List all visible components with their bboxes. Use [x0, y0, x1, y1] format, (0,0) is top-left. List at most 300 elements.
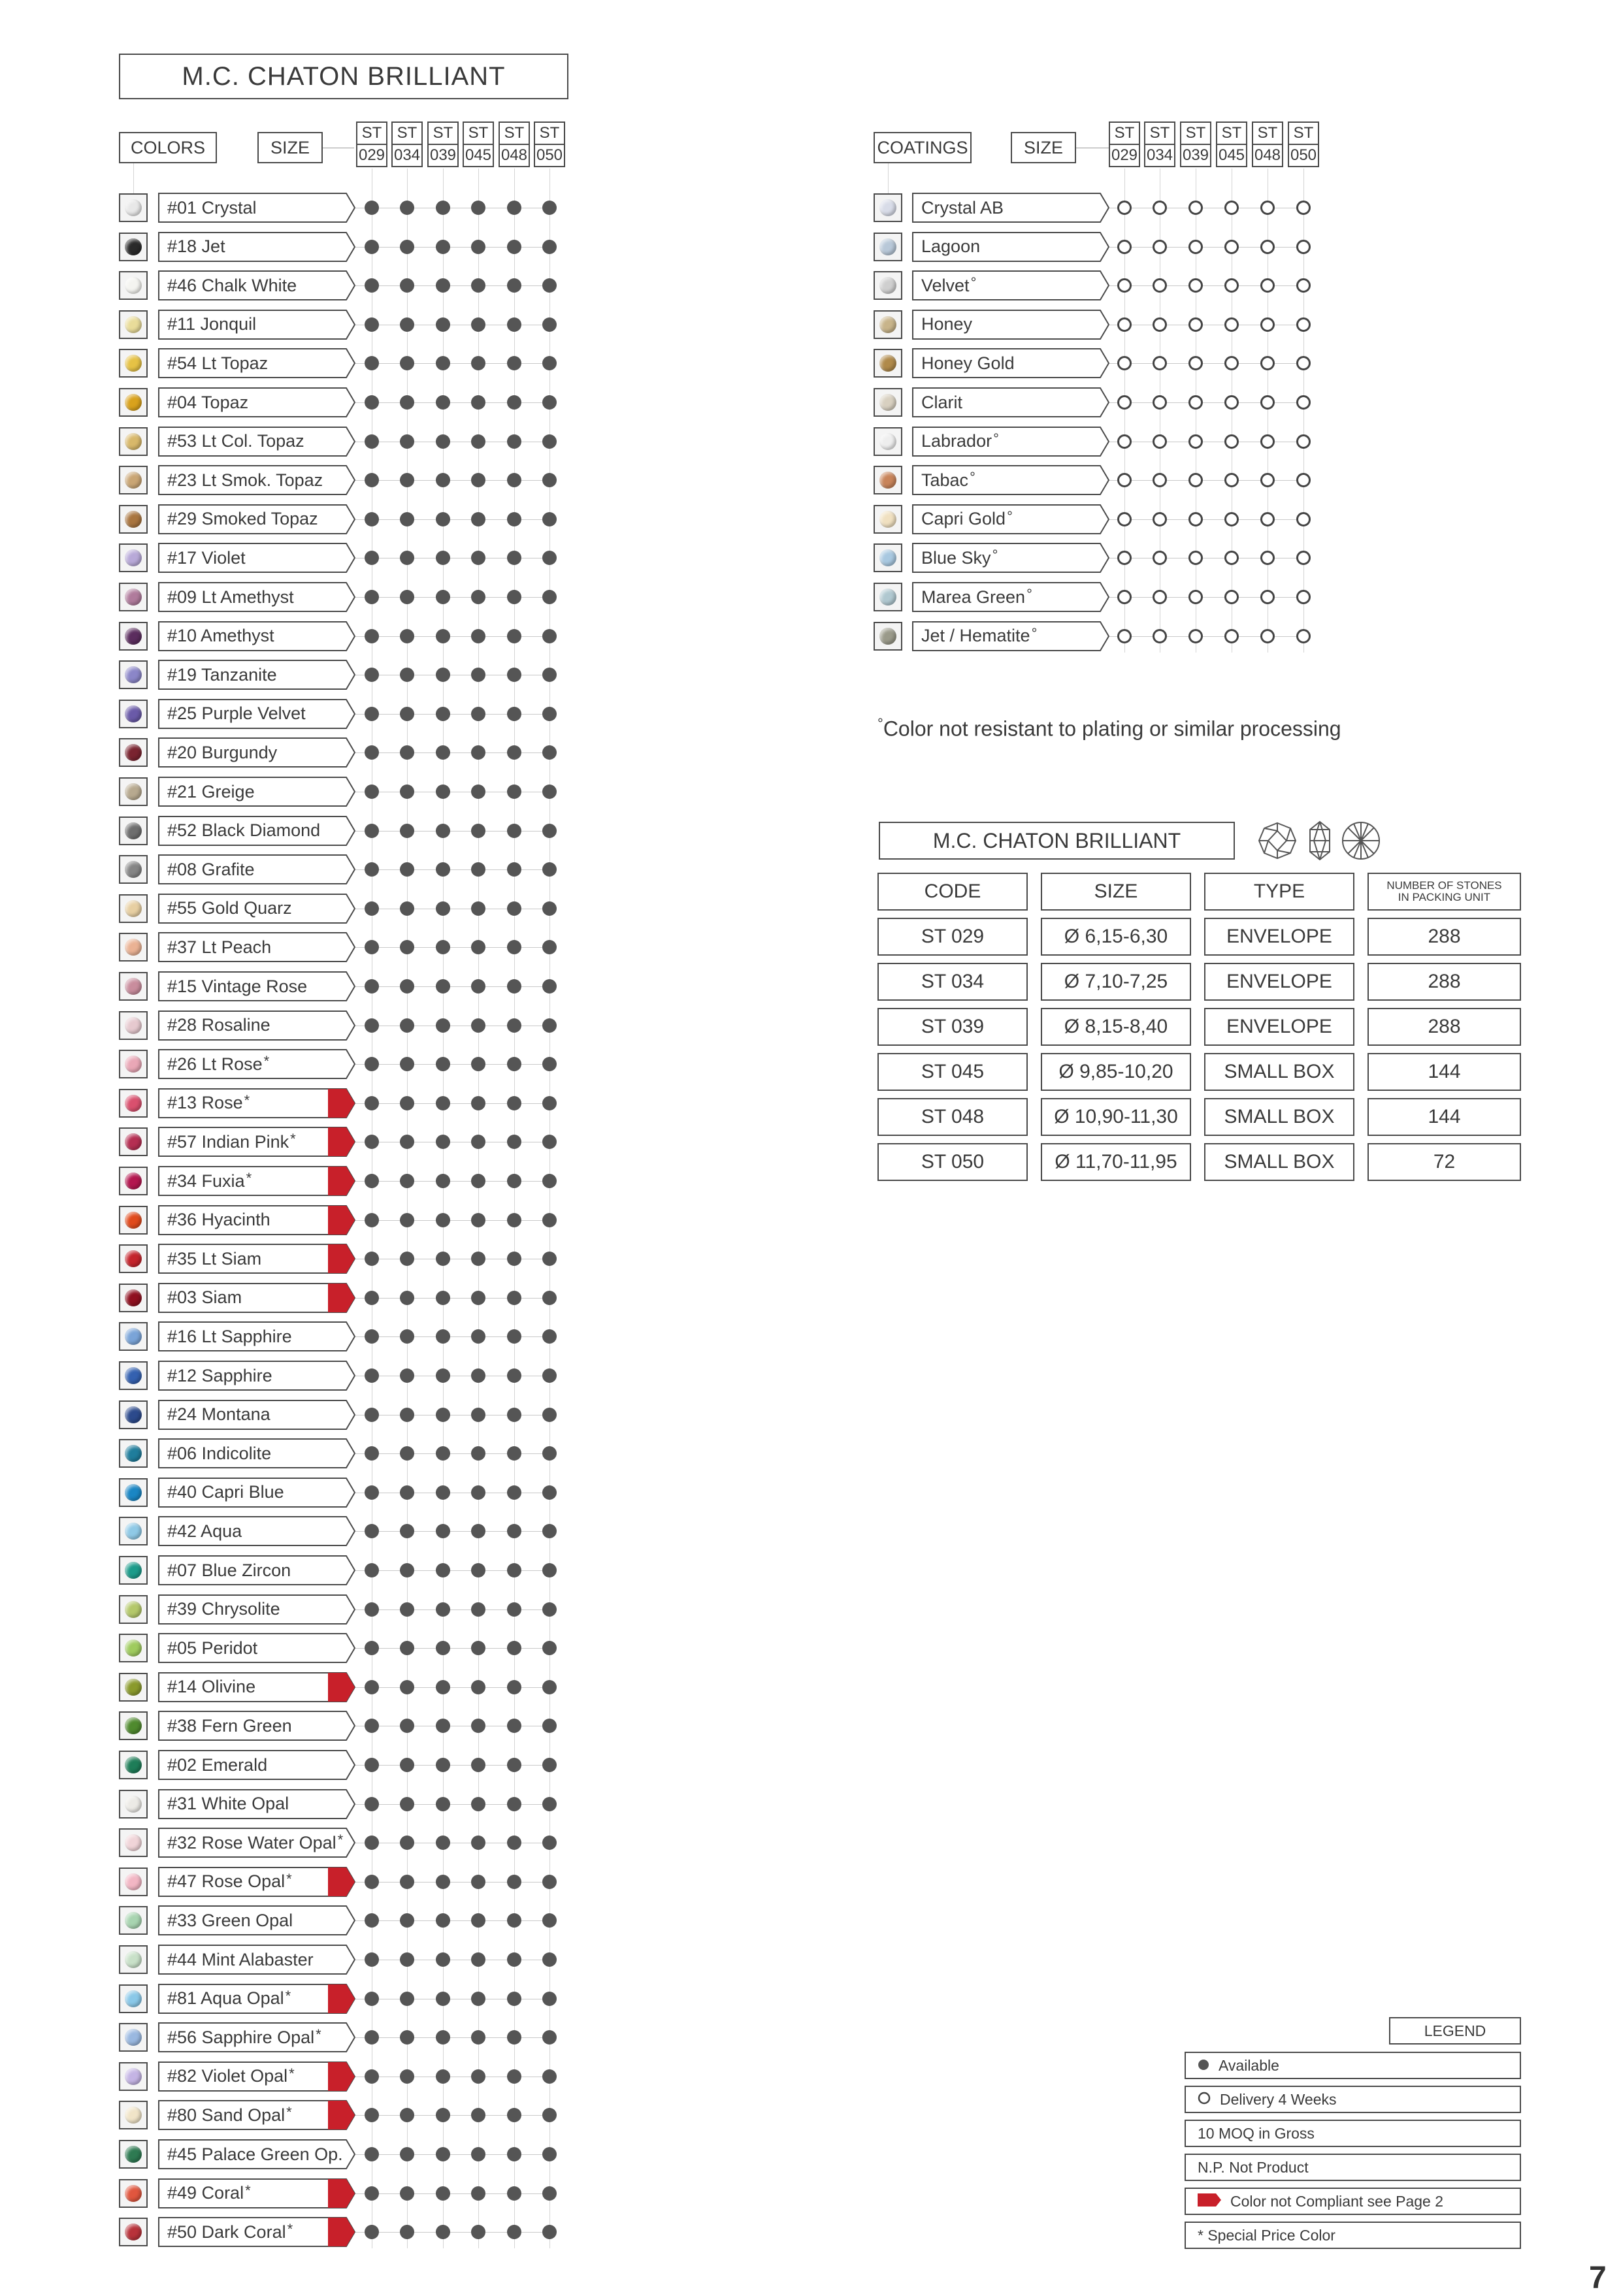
color-swatch — [119, 271, 148, 300]
color-swatch — [119, 193, 148, 222]
available-dot — [436, 668, 450, 682]
gem-icon — [125, 1912, 142, 1929]
available-dot — [400, 940, 414, 954]
table-cell: SMALL BOX — [1204, 1098, 1354, 1136]
table-cell: ENVELOPE — [1204, 963, 1354, 1001]
size-code: 029 — [356, 144, 387, 167]
hollow-dot-icon — [1198, 2091, 1211, 2109]
available-dot — [542, 629, 557, 643]
available-dot — [507, 1485, 521, 1500]
available-dot — [400, 1758, 414, 1772]
available-dot — [507, 2108, 521, 2122]
gem-icon — [125, 1406, 142, 1423]
color-swatch — [874, 193, 902, 222]
available-dot — [507, 1835, 521, 1850]
item-name: Blue Sky — [921, 547, 991, 568]
available-dot — [542, 1602, 557, 1617]
color-swatch — [119, 1361, 148, 1390]
delivery-dot — [1188, 629, 1203, 643]
available-dot — [507, 707, 521, 721]
available-dot — [471, 1018, 485, 1033]
available-dot — [436, 1952, 450, 1967]
color-row — [119, 269, 563, 302]
size-code: 039 — [427, 144, 459, 167]
size-prefix: ST — [1109, 121, 1140, 145]
color-swatch — [119, 1595, 148, 1624]
available-dot — [542, 1057, 557, 1071]
available-dot — [542, 1368, 557, 1383]
available-dot — [436, 629, 450, 643]
available-dot — [400, 745, 414, 760]
size-code: 048 — [1252, 144, 1283, 167]
available-dot — [436, 1913, 450, 1928]
color-name-label — [158, 2062, 355, 2092]
gem-icon — [125, 589, 142, 606]
available-dot — [507, 1719, 521, 1733]
item-name-text — [167, 737, 277, 768]
available-dot — [400, 512, 414, 526]
coating-row — [874, 464, 1317, 496]
item-name: #49 Coral — [167, 2183, 244, 2203]
coating-name-label — [912, 348, 1109, 378]
color-swatch — [119, 1127, 148, 1156]
available-dot — [507, 940, 521, 954]
delivery-dot — [1188, 512, 1203, 526]
available-dot — [365, 1952, 379, 1967]
gem-icon — [879, 589, 896, 606]
available-dot — [471, 1524, 485, 1538]
coating-name-label — [912, 232, 1109, 262]
available-dot — [542, 2225, 557, 2239]
item-name-text — [167, 348, 268, 378]
available-dot — [400, 1680, 414, 1694]
available-dot — [507, 1563, 521, 1577]
gem-icon — [125, 1562, 142, 1579]
available-dot — [471, 317, 485, 332]
color-row — [119, 1320, 563, 1353]
color-row — [119, 1515, 563, 1547]
delivery-dot — [1224, 551, 1239, 565]
degree-mark: ° — [970, 274, 977, 291]
color-name-label — [158, 894, 355, 924]
available-dot — [471, 1057, 485, 1071]
color-swatch — [119, 777, 148, 806]
item-name: #47 Rose Opal — [167, 1871, 286, 1892]
item-name: Jet / Hematite — [921, 626, 1030, 646]
available-dot — [365, 940, 379, 954]
delivery-dot — [1260, 512, 1275, 526]
item-name: #80 Sand Opal — [167, 2105, 286, 2125]
color-name-label — [158, 427, 355, 457]
color-swatch — [119, 894, 148, 923]
available-dot — [542, 1135, 557, 1149]
item-name-text — [167, 2217, 293, 2247]
available-dot — [471, 784, 485, 799]
available-dot — [436, 707, 450, 721]
color-name-label — [158, 1750, 355, 1780]
available-dot — [400, 1291, 414, 1305]
available-dot — [400, 1719, 414, 1733]
gem-icon — [879, 238, 896, 255]
table-cell: 72 — [1367, 1143, 1521, 1181]
gem-icon — [125, 744, 142, 761]
available-dot — [471, 201, 485, 215]
available-dot — [436, 2108, 450, 2122]
available-dot — [471, 356, 485, 370]
item-name: #39 Chrysolite — [167, 1599, 280, 1619]
color-name-label — [158, 1166, 355, 1196]
available-dot — [365, 1174, 379, 1188]
gem-icon — [125, 822, 142, 839]
item-name: Clarit — [921, 392, 963, 412]
coating-row — [874, 347, 1317, 380]
red-tag-icon — [328, 2179, 355, 2208]
available-dot — [400, 668, 414, 682]
delivery-dot — [1296, 512, 1311, 526]
item-name: #07 Blue Zircon — [167, 1560, 291, 1580]
color-name-label — [158, 1789, 355, 1819]
color-row — [119, 1632, 563, 1664]
item-name-text — [921, 427, 999, 457]
color-swatch — [874, 583, 902, 611]
color-row — [119, 1709, 563, 1742]
item-name: #12 Sapphire — [167, 1365, 272, 1385]
plating-note — [877, 715, 1341, 741]
gem-icon — [125, 1056, 142, 1073]
available-dot — [400, 2147, 414, 2161]
coating-name-label — [912, 427, 1109, 457]
available-dot — [400, 1408, 414, 1422]
color-swatch — [119, 233, 148, 261]
color-swatch — [119, 388, 148, 417]
available-dot — [365, 1797, 379, 1811]
gem-icon — [125, 238, 142, 255]
size-code: 048 — [499, 144, 530, 167]
available-dot — [542, 2147, 557, 2161]
legend-delivery — [1185, 2086, 1521, 2113]
item-name: #09 Lt Amethyst — [167, 587, 294, 607]
gem-icon — [125, 1679, 142, 1696]
gem-icon — [125, 1484, 142, 1501]
available-dot — [542, 278, 557, 293]
item-name: #46 Chalk White — [167, 275, 297, 295]
delivery-dot — [1224, 473, 1239, 487]
color-row — [119, 464, 563, 496]
available-dot — [365, 356, 379, 370]
available-dot — [436, 2186, 450, 2201]
available-dot — [507, 1875, 521, 1889]
color-name-label — [158, 971, 355, 1001]
special-price-mark: * — [316, 2026, 321, 2043]
available-dot — [365, 1485, 379, 1500]
available-dot — [471, 1952, 485, 1967]
color-swatch — [119, 700, 148, 728]
red-tag-icon — [328, 1984, 355, 2013]
special-price-mark: * — [244, 1091, 250, 1108]
color-name-label — [158, 1633, 355, 1663]
available-dot — [436, 278, 450, 293]
item-name-text — [921, 193, 1004, 223]
item-name-text — [167, 387, 248, 417]
available-dot — [436, 1835, 450, 1850]
color-row — [119, 1788, 563, 1820]
available-dot — [471, 395, 485, 410]
coating-name-label — [912, 270, 1109, 300]
delivery-dot — [1153, 395, 1167, 410]
color-name-label — [158, 2178, 355, 2208]
available-dot — [400, 590, 414, 604]
delivery-dot — [1224, 240, 1239, 254]
available-dot — [471, 1992, 485, 2006]
available-dot — [365, 473, 379, 487]
available-dot — [400, 784, 414, 799]
color-row — [119, 1204, 563, 1237]
available-dot — [471, 1252, 485, 1266]
available-dot — [542, 1524, 557, 1538]
available-dot — [436, 784, 450, 799]
available-dot — [400, 862, 414, 877]
color-row — [119, 1087, 563, 1120]
item-name: #57 Indian Pink — [167, 1131, 289, 1152]
color-swatch — [119, 1790, 148, 1819]
available-dot — [471, 745, 485, 760]
available-dot — [436, 240, 450, 254]
color-name-label — [158, 193, 355, 223]
coating-row — [874, 231, 1317, 263]
available-dot — [471, 901, 485, 916]
available-dot — [400, 1213, 414, 1227]
available-dot — [365, 240, 379, 254]
available-dot — [471, 1446, 485, 1461]
gem-icon — [125, 1367, 142, 1384]
available-dot — [471, 2108, 485, 2122]
available-dot — [400, 1913, 414, 1928]
available-dot — [542, 1291, 557, 1305]
available-dot — [542, 2069, 557, 2084]
color-name-label — [158, 737, 355, 768]
available-dot — [471, 1329, 485, 1344]
color-name-label — [158, 1127, 355, 1157]
size-column-045 — [1216, 121, 1247, 169]
available-dot — [507, 668, 521, 682]
delivery-dot — [1188, 551, 1203, 565]
color-swatch — [119, 1478, 148, 1507]
item-name-text — [921, 387, 962, 417]
table-cell: Ø 11,70-11,95 — [1041, 1143, 1191, 1181]
gem-icon — [125, 1523, 142, 1540]
available-dot — [365, 2069, 379, 2084]
size-column-048 — [499, 121, 530, 169]
available-dot — [365, 707, 379, 721]
available-dot — [471, 1563, 485, 1577]
available-dot — [542, 940, 557, 954]
available-dot — [400, 201, 414, 215]
table-cell: SMALL BOX — [1204, 1053, 1354, 1091]
stones-header — [1386, 880, 1501, 903]
available-dot — [471, 2030, 485, 2045]
color-row — [119, 1593, 563, 1626]
color-name-label — [158, 1011, 355, 1041]
available-dot — [400, 1641, 414, 1655]
delivery-dot — [1260, 201, 1275, 215]
table-header-cell: TYPE — [1204, 873, 1354, 911]
color-row — [119, 1125, 563, 1158]
delivery-dot — [1224, 629, 1239, 643]
available-dot — [365, 512, 379, 526]
available-dot — [507, 1408, 521, 1422]
available-dot — [507, 356, 521, 370]
color-swatch — [119, 1206, 148, 1235]
item-name-text — [167, 1711, 292, 1741]
red-tag-icon — [328, 1127, 355, 1156]
delivery-dot — [1188, 395, 1203, 410]
item-name-text — [167, 816, 320, 846]
special-price-mark: * — [286, 1870, 292, 1887]
delivery-dot — [1224, 434, 1239, 449]
available-dot — [507, 1329, 521, 1344]
available-dot — [471, 940, 485, 954]
gem-icon — [879, 277, 896, 294]
available-dot — [436, 473, 450, 487]
item-name: Crystal AB — [921, 197, 1004, 218]
size-code: 034 — [1144, 144, 1175, 167]
size-column-050 — [534, 121, 565, 169]
color-row — [119, 1671, 563, 1704]
color-row — [119, 542, 563, 574]
item-name-text — [921, 621, 1037, 651]
item-name-text — [167, 2100, 292, 2130]
item-name-text — [921, 348, 1015, 378]
coating-row — [874, 503, 1317, 536]
table-cell: Ø 7,10-7,25 — [1041, 963, 1191, 1001]
delivery-dot — [1117, 590, 1132, 604]
coating-row — [874, 191, 1317, 224]
color-name-label — [158, 1711, 355, 1741]
available-dot — [365, 745, 379, 760]
available-dot — [436, 1758, 450, 1772]
size-code: 045 — [463, 144, 494, 167]
item-name-text — [167, 1166, 252, 1196]
item-name: Lagoon — [921, 236, 981, 257]
delivery-dot — [1117, 512, 1132, 526]
item-name-text — [167, 270, 297, 300]
available-dot — [507, 590, 521, 604]
available-dot — [542, 1680, 557, 1694]
coating-name-label — [912, 193, 1109, 223]
color-swatch — [119, 349, 148, 378]
item-name-text — [167, 621, 274, 651]
color-swatch — [119, 1906, 148, 1935]
color-name-label — [158, 348, 355, 378]
available-dot — [436, 1057, 450, 1071]
available-dot — [436, 1719, 450, 1733]
delivery-dot — [1296, 356, 1311, 370]
available-dot — [507, 1641, 521, 1655]
color-name-label — [158, 1867, 355, 1897]
red-tag-icon — [328, 2101, 355, 2129]
delivery-dot — [1117, 240, 1132, 254]
available-dot — [436, 1446, 450, 1461]
available-dot — [400, 1563, 414, 1577]
color-swatch — [119, 1322, 148, 1351]
legend-not-compliant-label: Color not Compliant see Page 2 — [1230, 2192, 1444, 2210]
delivery-dot — [1117, 395, 1132, 410]
color-swatch — [119, 1711, 148, 1740]
available-dot — [542, 201, 557, 215]
available-dot — [471, 512, 485, 526]
available-dot — [507, 1018, 521, 1033]
available-dot — [542, 1797, 557, 1811]
spec-table-title: M.C. CHATON BRILLIANT — [879, 822, 1235, 860]
table-cell: ST 039 — [877, 1008, 1028, 1046]
color-row — [119, 425, 563, 458]
plating-note-text: Color not resistant to plating or similar processing — [883, 717, 1341, 741]
color-name-label — [158, 1400, 355, 1430]
delivery-dot — [1188, 356, 1203, 370]
gem-icon — [125, 1873, 142, 1890]
delivery-dot — [1296, 317, 1311, 332]
color-swatch — [119, 583, 148, 611]
available-dot — [365, 1252, 379, 1266]
available-dot — [400, 1875, 414, 1889]
color-swatch — [874, 233, 902, 261]
available-dot — [436, 940, 450, 954]
color-swatch — [119, 466, 148, 494]
item-name: Honey — [921, 314, 973, 334]
available-dot — [365, 824, 379, 838]
item-name: #06 Indicolite — [167, 1443, 272, 1463]
red-tag-icon — [328, 1089, 355, 1118]
available-dot — [436, 1408, 450, 1422]
available-dot — [542, 901, 557, 916]
available-dot — [542, 979, 557, 994]
available-dot — [507, 1446, 521, 1461]
available-dot — [507, 317, 521, 332]
delivery-dot — [1188, 240, 1203, 254]
available-dot — [365, 1719, 379, 1733]
gem-icon — [125, 1212, 142, 1229]
coating-row — [874, 542, 1317, 574]
delivery-dot — [1296, 473, 1311, 487]
available-dot — [542, 1446, 557, 1461]
available-dot — [542, 824, 557, 838]
special-price-mark: * — [337, 1832, 344, 1849]
available-dot — [471, 1485, 485, 1500]
available-dot — [542, 745, 557, 760]
table-cell: ST 050 — [877, 1143, 1028, 1181]
item-name: #16 Lt Sapphire — [167, 1326, 292, 1346]
gem-icon — [125, 1289, 142, 1306]
available-dot — [365, 668, 379, 682]
color-row — [119, 1399, 563, 1431]
filled-dot-icon — [1198, 2057, 1209, 2075]
size-prefix: ST — [463, 121, 494, 145]
available-dot — [400, 1446, 414, 1461]
available-dot — [507, 201, 521, 215]
color-swatch — [119, 1244, 148, 1273]
color-row — [119, 1242, 563, 1275]
gem-side-view-icon — [1310, 822, 1330, 860]
delivery-dot — [1260, 551, 1275, 565]
delivery-dot — [1117, 629, 1132, 643]
table-cell: 288 — [1367, 1008, 1521, 1046]
item-name-text — [167, 1984, 291, 2014]
available-dot — [471, 1096, 485, 1110]
item-name-text — [167, 971, 307, 1001]
gem-icon — [125, 1250, 142, 1267]
available-dot — [507, 1135, 521, 1149]
item-name-text — [921, 232, 980, 262]
